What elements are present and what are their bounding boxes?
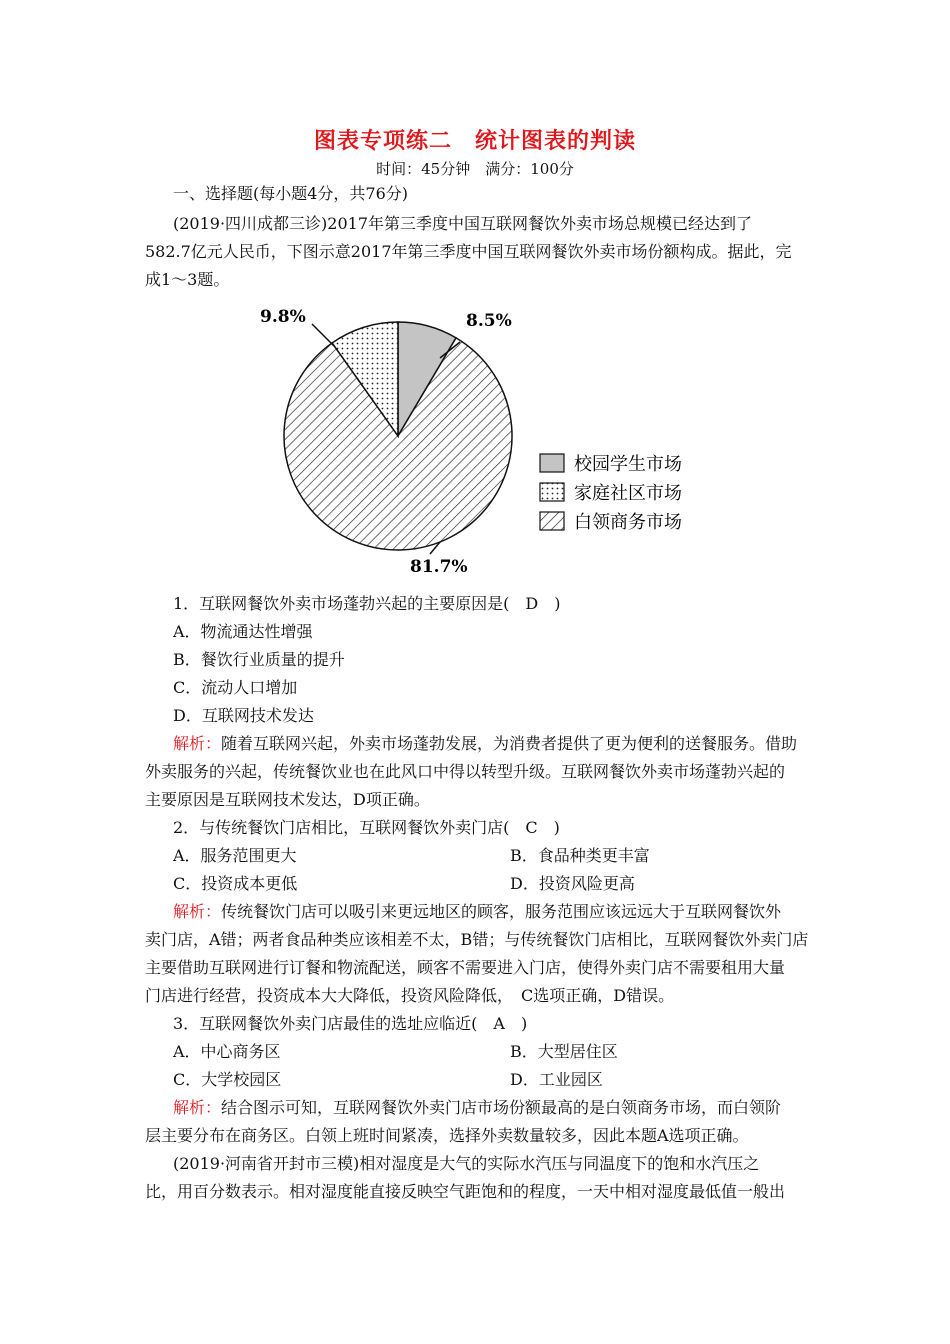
intro-line-2: 582.7亿元人民币，下图示意2017年第三季度中国互联网餐饮外卖市场份额构成。据此，完 [145, 242, 792, 261]
legend-label-community: 家庭社区市场 [574, 483, 682, 504]
q3-explanation-2: 层主要分布在商务区。白领上班时间紧凑，选择外卖数量较多，因此本题A选项正确。 [145, 1126, 749, 1145]
q2-exp-label: 解析： [173, 902, 222, 921]
q1-option-a: A．物流通达性增强 [173, 622, 313, 641]
q3-explanation-1 [173, 1098, 781, 1118]
q2-exp-text-1: 传统餐饮门店可以吸引来更远地区的顾客，服务范围应该远远大于互联网餐饮外 [221, 902, 782, 921]
q3-option-c: C．大学校园区 [173, 1070, 282, 1089]
intro2-line-1: (2019·河南省开封市三模)相对湿度是大气的实际水汽压与同温度下的饱和水汽压之 [173, 1154, 760, 1173]
q2-option-c: C．投资成本更低 [173, 874, 298, 893]
pie-label-9-8: 9.8% [260, 307, 306, 327]
q1-explanation-3: 主要原因是互联网技术发达，D项正确。 [145, 790, 430, 809]
page-subtitle: 时间：45分钟 满分：100分 [376, 160, 574, 178]
q2-explanation-2: 卖门店，A错；两者食品种类应该相差不太，B错；与传统餐饮门店相比，互联网餐饮外卖门店 [145, 930, 809, 949]
q1-explanation-2: 外卖服务的兴起，传统餐饮业也在此风口中得以转型升级。互联网餐饮外卖市场蓬勃兴起的 [145, 762, 786, 781]
q1-option-b: B．餐饮行业质量的提升 [173, 650, 345, 669]
q2-option-b: B．食品种类更丰富 [510, 846, 650, 865]
q1-explanation-1 [173, 734, 797, 754]
section-heading: 一、选择题(每小题4分，共76分) [173, 184, 409, 203]
legend-swatch-community [540, 483, 564, 501]
intro-line-3: 成1～3题。 [145, 270, 230, 289]
intro-line-1: (2019·四川成都三诊)2017年第三季度中国互联网餐饮外卖市场总规模已经达到了 [173, 214, 753, 233]
q2-explanation-1 [173, 902, 781, 922]
q3-option-a: A．中心商务区 [173, 1042, 281, 1061]
legend-swatch-campus [540, 454, 564, 472]
q1-option-c: C．流动人口增加 [173, 678, 298, 697]
q3-option-d: D．工业园区 [510, 1070, 603, 1089]
q2-explanation-4: 门店进行经营，投资成本大大降低，投资风险降低， C选项正确，D错误。 [145, 986, 675, 1005]
q3-option-b: B．大型居住区 [510, 1042, 618, 1061]
q2-stem: 2．与传统餐饮门店相比，互联网餐饮外卖门店( C ) [173, 818, 560, 837]
pie-chart [240, 296, 720, 586]
q3-exp-label: 解析： [173, 1098, 222, 1117]
legend-label-office: 白领商务市场 [574, 512, 682, 533]
page-title: 图表专项练二 统计图表的判读 [313, 128, 636, 154]
pie-label-81-7: 81.7% [410, 557, 468, 577]
legend-label-campus: 校园学生市场 [574, 454, 682, 475]
q1-stem: 1．互联网餐饮外卖市场蓬勃兴起的主要原因是( D ) [173, 594, 561, 613]
q3-exp-text-1: 结合图示可知，互联网餐饮外卖门店市场份额最高的是白领商务市场，而白领阶 [221, 1098, 782, 1117]
callout-line-9-8 [312, 324, 334, 346]
q1-exp-text-1: 随着互联网兴起，外卖市场蓬勃发展，为消费者提供了更为便利的送餐服务。借助 [221, 734, 798, 753]
q2-option-a: A．服务范围更大 [173, 846, 297, 865]
q2-option-d: D．投资风险更高 [510, 874, 635, 893]
intro2-line-2: 比，用百分数表示。相对湿度能直接反映空气距饱和的程度，一天中相对湿度最低值一般出 [145, 1182, 786, 1201]
pie-label-8-5: 8.5% [466, 311, 512, 331]
legend-swatch-office [540, 512, 564, 530]
q1-option-d: D．互联网技术发达 [173, 706, 314, 725]
q2-explanation-3: 主要借助互联网进行订餐和物流配送，顾客不需要进入门店，使得外卖门店不需要租用大量 [145, 958, 786, 977]
q1-exp-label: 解析： [173, 734, 222, 753]
q3-stem: 3．互联网餐饮外卖门店最佳的选址应临近( A ) [173, 1014, 528, 1033]
